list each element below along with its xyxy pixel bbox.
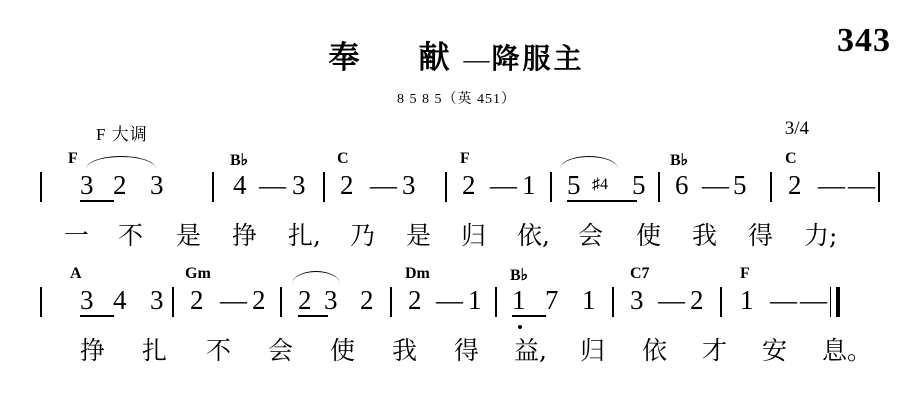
note-number: 3 bbox=[630, 285, 644, 315]
music-system-1 bbox=[40, 150, 880, 256]
chord-symbol: Gm bbox=[185, 265, 211, 282]
barline bbox=[658, 172, 660, 202]
lyric-syllable: 乃 bbox=[350, 221, 376, 250]
note-number: 1 bbox=[468, 285, 482, 315]
chord-line-2 bbox=[40, 265, 880, 285]
barline bbox=[172, 287, 174, 317]
beam-underline bbox=[512, 315, 546, 317]
chord-symbol: F bbox=[460, 150, 470, 167]
chord-symbol: F bbox=[740, 265, 750, 282]
note-number: — bbox=[848, 170, 875, 200]
note-number: 2 bbox=[340, 170, 354, 200]
barline-start bbox=[40, 287, 42, 317]
lyric-syllable: 使 bbox=[330, 336, 356, 365]
note-number: 2 bbox=[462, 170, 476, 200]
barline bbox=[612, 287, 614, 317]
barline bbox=[770, 172, 772, 202]
note-number: 7 bbox=[545, 285, 559, 315]
note-number: 2 bbox=[788, 170, 802, 200]
note-number: — bbox=[800, 285, 827, 315]
note-number: 5 bbox=[733, 170, 747, 200]
lyric-line-2 bbox=[40, 331, 880, 371]
barline bbox=[445, 172, 447, 202]
lyric-syllable: 会 bbox=[268, 336, 294, 365]
note-number: — bbox=[220, 285, 247, 315]
chord-symbol: A bbox=[70, 265, 82, 282]
chord-symbol: C bbox=[785, 150, 797, 167]
note-number: 1 bbox=[512, 285, 526, 315]
note-number: 3 bbox=[80, 285, 94, 315]
note-number: — bbox=[370, 170, 397, 200]
note-number: 3 bbox=[150, 285, 164, 315]
note-number: — bbox=[818, 170, 845, 200]
note-number: 3 bbox=[80, 170, 94, 200]
lyric-syllable: 扎, bbox=[288, 221, 321, 250]
barline bbox=[495, 287, 497, 317]
note-number: — bbox=[702, 170, 729, 200]
lyric-syllable: 会 bbox=[578, 221, 604, 250]
lyric-syllable: 是 bbox=[176, 221, 202, 250]
lyric-syllable: 依, bbox=[517, 221, 550, 250]
beam-underline bbox=[80, 200, 114, 202]
lyric-syllable: 安 bbox=[762, 336, 788, 365]
chord-line-1 bbox=[40, 150, 880, 170]
note-line-2 bbox=[40, 285, 880, 331]
lyric-syllable: 得 bbox=[454, 336, 480, 365]
beam-underline bbox=[80, 315, 114, 317]
chord-symbol: Dm bbox=[405, 265, 430, 282]
key-signature: F 大调 bbox=[96, 125, 148, 144]
beam-underline bbox=[567, 200, 637, 202]
lyric-syllable: 归 bbox=[580, 336, 606, 365]
beam-underline bbox=[298, 315, 328, 317]
barline bbox=[323, 172, 325, 202]
note-number: 5 bbox=[567, 170, 581, 200]
lyric-syllable: 挣 bbox=[80, 336, 106, 365]
hymn-number: 343 bbox=[837, 22, 891, 59]
note-number: — bbox=[490, 170, 517, 200]
note-number: 3 bbox=[402, 170, 416, 200]
lyric-syllable: 我 bbox=[692, 221, 718, 250]
note-number: 4 bbox=[233, 170, 247, 200]
barline bbox=[550, 172, 552, 202]
lyric-syllable: 归 bbox=[461, 221, 487, 250]
note-number: 2 bbox=[252, 285, 266, 315]
lyric-syllable: 我 bbox=[392, 336, 418, 365]
barline bbox=[212, 172, 214, 202]
chord-symbol: F bbox=[68, 150, 78, 167]
lyric-line-1 bbox=[40, 216, 880, 256]
chord-symbol: C7 bbox=[630, 265, 650, 282]
barline bbox=[280, 287, 282, 317]
note-number: ♯4 bbox=[592, 176, 608, 193]
chord-symbol: B♭ bbox=[670, 152, 689, 169]
lyric-syllable: 息。 bbox=[822, 336, 873, 365]
octave-dot bbox=[518, 325, 522, 329]
note-number: 3 bbox=[292, 170, 306, 200]
note-number: 2 bbox=[298, 285, 312, 315]
lyric-syllable: 一 bbox=[64, 221, 90, 250]
time-signature: 3/4 bbox=[784, 118, 809, 139]
note-number: 2 bbox=[360, 285, 374, 315]
note-number: — bbox=[436, 285, 463, 315]
note-number: 2 bbox=[190, 285, 204, 315]
barline bbox=[720, 287, 722, 317]
note-number: 3 bbox=[150, 170, 164, 200]
chord-symbol: C bbox=[337, 150, 349, 167]
lyric-syllable: 使 bbox=[636, 221, 662, 250]
chord-symbol: B♭ bbox=[230, 152, 249, 169]
lyric-syllable: 不 bbox=[206, 336, 232, 365]
lyric-syllable: 是 bbox=[406, 221, 432, 250]
note-number: 4 bbox=[113, 285, 127, 315]
note-number: 2 bbox=[113, 170, 127, 200]
meter-info: 8 5 8 5（英 451） bbox=[397, 92, 516, 107]
barline-start bbox=[40, 172, 42, 202]
lyric-syllable: 依 bbox=[642, 336, 668, 365]
title-dash: — bbox=[463, 45, 490, 74]
chord-symbol: B♭ bbox=[510, 267, 529, 284]
barline bbox=[878, 172, 880, 202]
note-number: — bbox=[658, 285, 685, 315]
lyric-syllable: 得 bbox=[748, 221, 774, 250]
lyric-syllable: 才 bbox=[702, 336, 728, 365]
note-number: 3 bbox=[324, 285, 338, 315]
note-number: — bbox=[259, 170, 286, 200]
lyric-syllable: 扎 bbox=[142, 336, 168, 365]
note-line-1 bbox=[40, 170, 880, 216]
lyric-syllable: 益, bbox=[514, 336, 547, 365]
music-system-2 bbox=[40, 265, 880, 371]
barline bbox=[390, 287, 392, 317]
note-number: 6 bbox=[675, 170, 689, 200]
lyric-syllable: 挣 bbox=[232, 221, 258, 250]
note-number: 1 bbox=[740, 285, 754, 315]
note-number: 5 bbox=[632, 170, 646, 200]
title-subtitle: 降服主 bbox=[491, 42, 585, 75]
note-number: 1 bbox=[582, 285, 596, 315]
lyric-syllable: 不 bbox=[118, 221, 144, 250]
title-main: 奉 献 bbox=[328, 40, 464, 76]
title-row bbox=[0, 32, 913, 77]
note-number: 2 bbox=[408, 285, 422, 315]
final-double-barline bbox=[830, 287, 840, 317]
lyric-syllable: 力; bbox=[804, 221, 838, 250]
note-number: 1 bbox=[522, 170, 536, 200]
note-number: — bbox=[770, 285, 797, 315]
note-number: 2 bbox=[690, 285, 704, 315]
